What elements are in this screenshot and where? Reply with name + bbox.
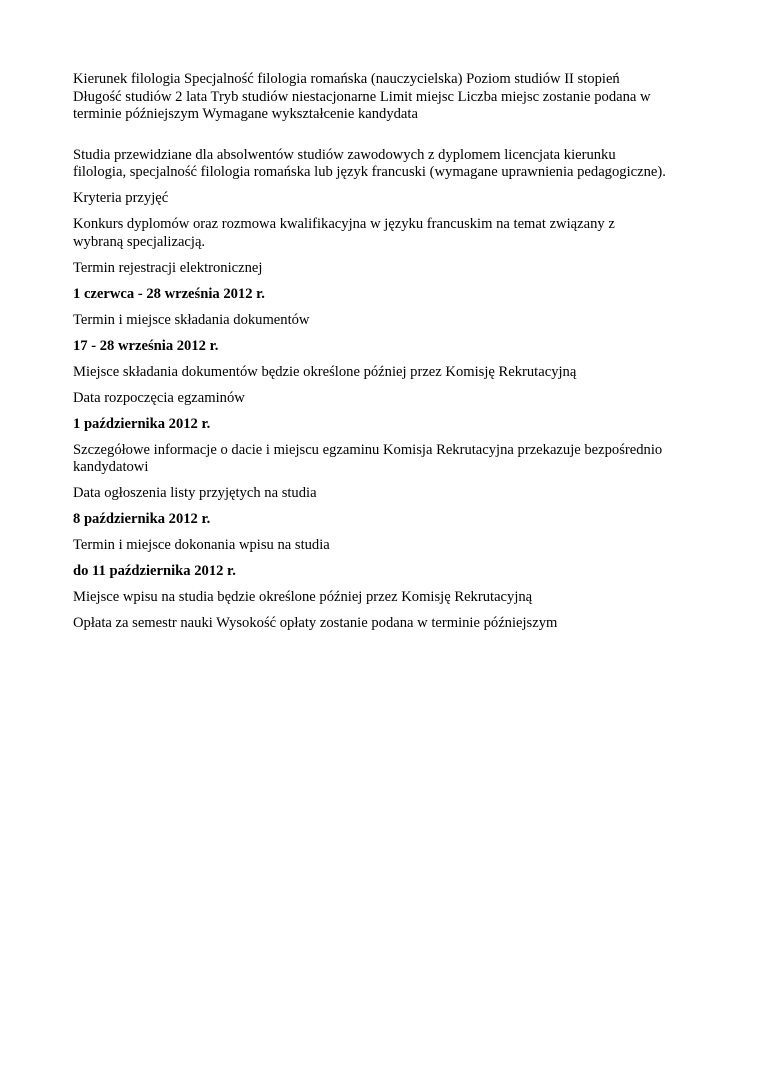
documents-place: Miejsce składania dokumentów będzie określone później przez Komisję Rekrutacyjną	[73, 363, 577, 380]
enrollment-heading: Termin i miejsce dokonania wpisu na studia	[73, 537, 330, 553]
enrollment-date: do 11 października 2012 r.	[73, 563, 236, 579]
eligibility-text: Studia przewidziane dla absolwentów studiów zawodowych z dyplomem licencjata kierunku filologia, specjalność filologia romańska lub język francuski (wymagane uprawnienia pedagogiczne).	[73, 146, 666, 180]
exam-date: 1 października 2012 r.	[73, 415, 211, 432]
enrollment-place: Miejsce wpisu na studia będzie określone później przez Komisję Rekrutacyjną	[73, 589, 533, 605]
documents-date: 17 - 28 września 2012 r.	[73, 337, 219, 354]
exam-heading: Data rozpoczęcia egzaminów	[73, 389, 245, 406]
criteria-text: Konkurs dyplomów oraz rozmowa kwalifikacyjna w języku francuskim na temat związany z wybraną specjalizacją.	[73, 216, 615, 250]
registration-date: 1 czerwca - 28 września 2012 r.	[73, 285, 265, 302]
registration-heading: Termin rejestracji elektronicznej	[73, 259, 263, 276]
exam-info: Szczegółowe informacje o dacie i miejscu egzaminu Komisja Rekrutacyjna przekazuje bezpośrednio kandydatowi	[73, 441, 663, 475]
fee-text: Opłata za semestr nauki Wysokość opłaty zostanie podana w terminie późniejszym	[73, 615, 558, 631]
results-date: 8 października 2012 r.	[73, 511, 211, 527]
program-summary: Kierunek filologia Specjalność filologia romańska (nauczycielska) Poziom studiów II stopień Długość studiów 2 lata Tryb studiów niestacjonarne Limit miejsc Liczba miejsc zostanie podana w terminie późniejszym Wymagane wykształcenie kandydata	[73, 71, 651, 122]
criteria-heading: Kryteria przyjęć	[73, 190, 169, 206]
documents-heading: Termin i miejsce składania dokumentów	[73, 311, 310, 328]
results-heading: Data ogłoszenia listy przyjętych na studia	[73, 485, 317, 501]
